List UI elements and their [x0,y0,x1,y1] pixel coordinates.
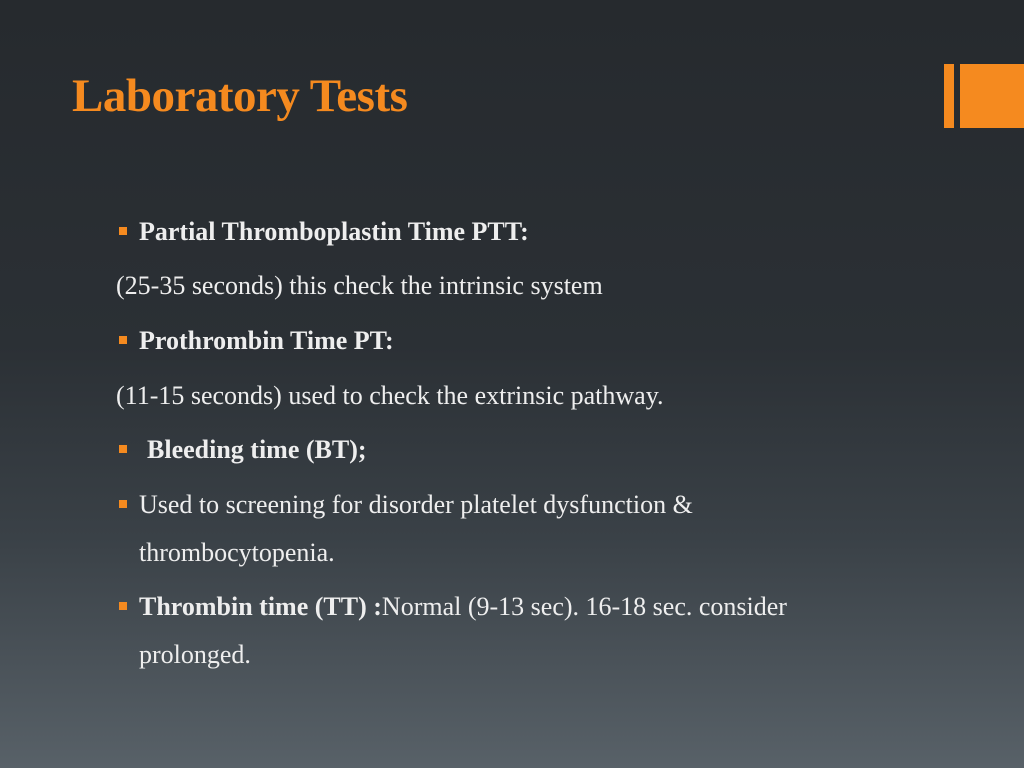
square-bullet-icon [119,445,127,453]
list-item-bt-detail [116,481,896,577]
item-text-line2: prolonged. [139,640,251,669]
list-item-tt [116,583,896,679]
list-item-pt-detail [116,372,896,420]
slide-title: Laboratory Tests [72,70,408,122]
list-item-ptt-detail [116,262,896,310]
item-text-line2: thrombocytopenia. [139,538,335,567]
item-text: (25-35 seconds) this check the intrinsic system [116,271,603,300]
item-heading: Prothrombin Time PT: [139,326,394,355]
item-heading: Thrombin time (TT) : [139,592,382,621]
item-text: (11-15 seconds) used to check the extrinsic pathway. [116,381,664,410]
list-item-ptt [116,208,896,256]
item-text-line1: Used to screening for disorder platelet dysfunction & [139,490,693,519]
square-bullet-icon [119,336,127,344]
list-item-bt [116,426,896,474]
item-text-line1: Normal (9-13 sec). 16-18 sec. consider [381,592,787,621]
square-bullet-icon [119,227,127,235]
square-bullet-icon [119,500,127,508]
item-heading: Partial Thromboplastin Time PTT: [139,217,529,246]
item-heading: Bleeding time (BT); [147,435,367,464]
list-item-pt [116,317,896,365]
square-bullet-icon [119,602,127,610]
accent-bar-thin [944,64,954,128]
accent-bar-thick [960,64,1024,128]
